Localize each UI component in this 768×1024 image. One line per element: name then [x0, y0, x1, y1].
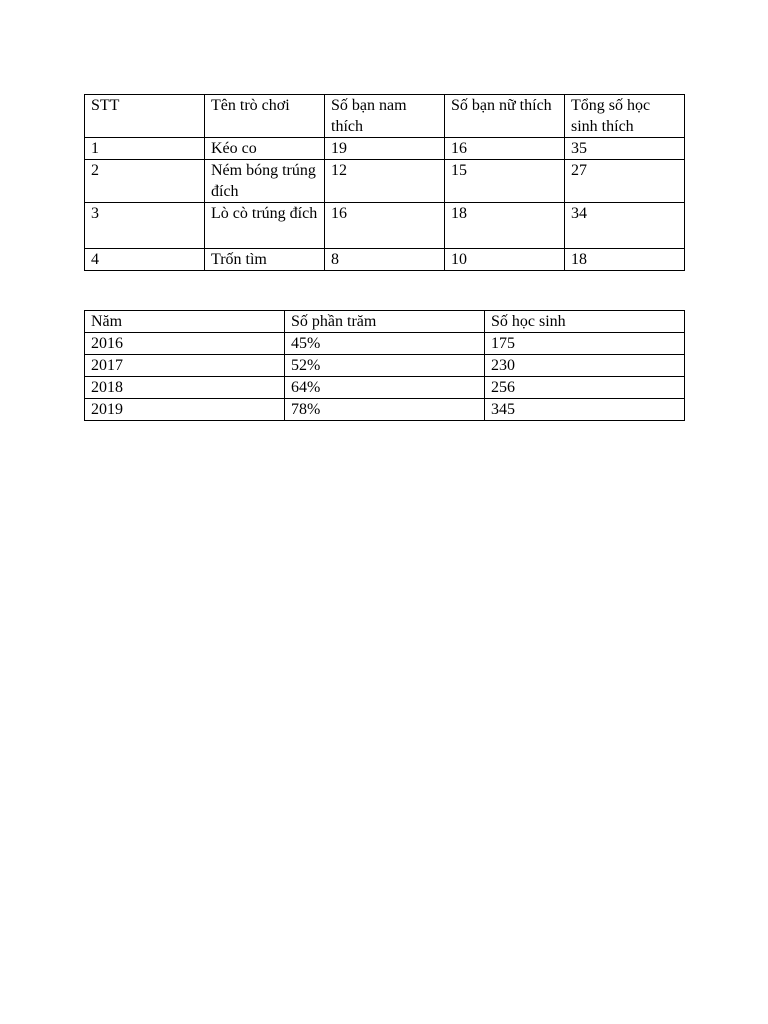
table-cell: 12 — [325, 160, 445, 203]
table-cell: 2 — [85, 160, 205, 203]
header-cell: Số học sinh — [485, 311, 685, 333]
table-row — [85, 203, 685, 249]
table-row — [85, 138, 685, 160]
header-cell: Tên trò chơi — [205, 95, 325, 138]
table-cell: 78% — [285, 399, 485, 421]
table-cell: 19 — [325, 138, 445, 160]
table-cell: 16 — [445, 138, 565, 160]
table-row — [85, 333, 685, 355]
table-cell: 10 — [445, 249, 565, 271]
games-table — [84, 94, 685, 271]
table-cell: 27 — [565, 160, 685, 203]
table-row — [85, 377, 685, 399]
table-cell: 64% — [285, 377, 485, 399]
table-cell: 16 — [325, 203, 445, 249]
table-cell: 4 — [85, 249, 205, 271]
table-cell: 230 — [485, 355, 685, 377]
table-row — [85, 160, 685, 203]
table-cell: 35 — [565, 138, 685, 160]
table-cell: 1 — [85, 138, 205, 160]
table-cell: Kéo co — [205, 138, 325, 160]
table-row — [85, 399, 685, 421]
years-table — [84, 310, 685, 421]
header-cell: STT — [85, 95, 205, 138]
table-cell: 8 — [325, 249, 445, 271]
table-cell: Trốn tìm — [205, 249, 325, 271]
header-cell: Số bạn nam thích — [325, 95, 445, 138]
table-row — [85, 249, 685, 271]
header-cell: Số phần trăm — [285, 311, 485, 333]
table-cell: 45% — [285, 333, 485, 355]
header-cell: Tổng số học sinh thích — [565, 95, 685, 138]
table-cell: 34 — [565, 203, 685, 249]
table-cell: 15 — [445, 160, 565, 203]
table-cell: 2019 — [85, 399, 285, 421]
header-cell: Số bạn nữ thích — [445, 95, 565, 138]
table-header-row — [85, 95, 685, 138]
table-cell: 18 — [445, 203, 565, 249]
table-cell: Ném bóng trúng đích — [205, 160, 325, 203]
table-cell: Lò cò trúng đích — [205, 203, 325, 249]
table-cell: 52% — [285, 355, 485, 377]
table-cell: 175 — [485, 333, 685, 355]
table-cell: 18 — [565, 249, 685, 271]
table-cell: 2016 — [85, 333, 285, 355]
table-cell: 3 — [85, 203, 205, 249]
table-cell: 2017 — [85, 355, 285, 377]
table-cell: 256 — [485, 377, 685, 399]
table-row — [85, 355, 685, 377]
table-header-row — [85, 311, 685, 333]
table-cell: 345 — [485, 399, 685, 421]
table-cell: 2018 — [85, 377, 285, 399]
header-cell: Năm — [85, 311, 285, 333]
